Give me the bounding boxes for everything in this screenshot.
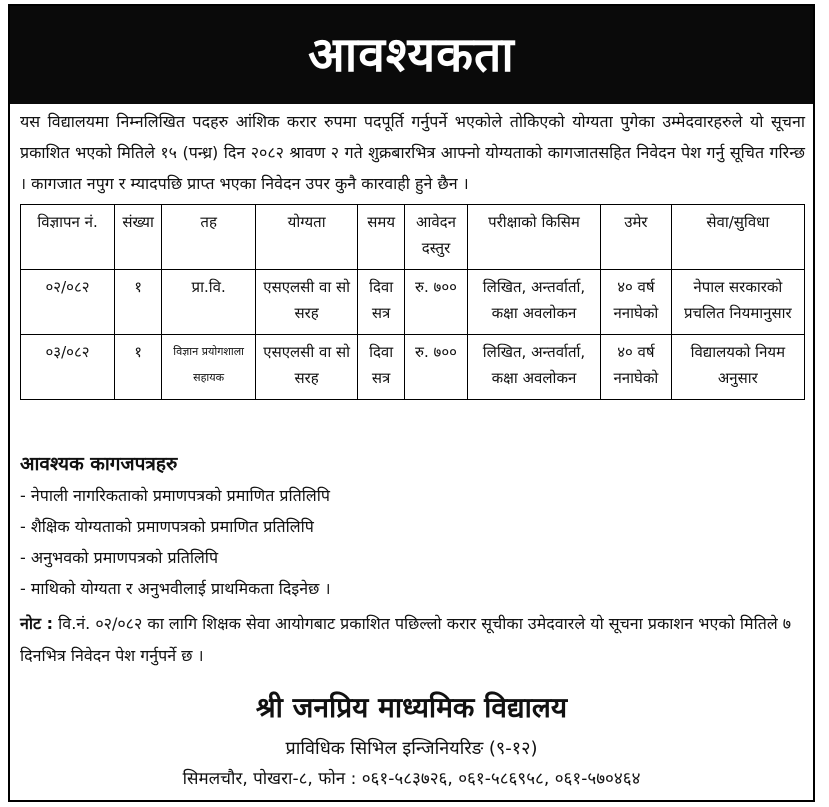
col-header: परीक्षाको किसिम: [467, 205, 600, 270]
col-header: संख्या: [115, 205, 162, 270]
note-paragraph: [20, 608, 805, 672]
school-name: श्री जनप्रिय माध्यमिक विद्यालय: [255, 691, 568, 724]
list-item: - माथिको योग्यता र अनुभवीलाई प्राथमिकता दिइनेछ ।: [20, 579, 331, 598]
table-cell: ४० वर्ष ननाघेको: [601, 270, 672, 335]
school-address: सिमलचौर, पोखरा-८, फोन : ०६१-५८३७२६, ०६१-५८६९५८, ०६१-५७०४६४: [182, 769, 641, 789]
table-cell: विद्यालयको नियम अनुसार: [671, 335, 804, 400]
table-cell: प्रा.वि.: [162, 270, 256, 335]
notice-title: आवश्यकता: [10, 6, 813, 104]
table-cell: एसएलसी वा सो सरह: [256, 270, 358, 335]
table-row: [21, 335, 805, 400]
table-cell: रु. ७००: [405, 270, 468, 335]
col-header: सेवा/सुविधा: [671, 205, 804, 270]
table-header-row: [21, 205, 805, 270]
program-name: प्राविधिक सिभिल इन्जिनियरिङ (९-१२): [285, 738, 538, 759]
notice-page: [8, 4, 815, 802]
table-cell: दिवा सत्र: [358, 270, 405, 335]
note-text: वि.नं. ०२/०८२ का लागि शिक्षक सेवा आयोगबाट प्रकाशित पछिल्लो करार सूचीका उमेदवारले यो सूचना प्रकाशन भएको मितिले ७ दिनभित्र निवेदन पेश गर्नुपर्ने छ ।: [20, 614, 792, 665]
table-cell: एसएलसी वा सो सरह: [256, 335, 358, 400]
table-row: [21, 270, 805, 335]
table-cell: ४० वर्ष ननाघेको: [601, 335, 672, 400]
table-cell: दिवा सत्र: [358, 335, 405, 400]
table-cell: १: [115, 335, 162, 400]
col-header: आवेदन दस्तुर: [405, 205, 468, 270]
col-header: उमेर: [601, 205, 672, 270]
table-cell: रु. ७००: [405, 335, 468, 400]
intro-paragraph: यस विद्यालयमा निम्नलिखित पदहरु आंशिक करार रुपमा पदपूर्ति गर्नुपर्ने भएकोले तोकिएको योग्यता पुगेका उम्मेदवारहरुले यो सूचना प्रकाशित भएको मितिले १५ (पन्ध्र) दिन २०८२ श्रावण २ गते शुक्रबारभित्र आफ्नो योग्यताको कागजातसहित निवेदन पेश गर्नु सूचित गरिन्छ । कागजात नपुग र म्यादपछि प्राप्त भएका निवेदन उपर कुनै कारवाही हुने छैन ।: [20, 112, 805, 193]
table-cell: नेपाल सरकारको प्रचलित नियमानुसार: [671, 270, 804, 335]
list-item: - शैक्षिक योग्यताको प्रमाणपत्रको प्रमाणित प्रतिलिपि: [20, 517, 314, 536]
required-documents: [20, 450, 805, 604]
list-item: - नेपाली नागरिकताको प्रमाणपत्रको प्रमाणित प्रतिलिपि: [20, 486, 330, 505]
documents-heading: आवश्यक कागजपत्रहरु: [20, 453, 178, 475]
table-cell: विज्ञान प्रयोगशाला सहायक: [162, 335, 256, 400]
col-header: समय: [358, 205, 405, 270]
vacancy-table: [20, 204, 805, 400]
table-cell: लिखित, अन्तर्वार्ता, कक्षा अवलोकन: [467, 335, 600, 400]
note-label: नोट :: [20, 614, 54, 633]
table-cell: ०३/०८२: [21, 335, 115, 400]
table-cell: लिखित, अन्तर्वार्ता, कक्षा अवलोकन: [467, 270, 600, 335]
list-item: - अनुभवको प्रमाणपत्रको प्रतिलिपि: [20, 548, 219, 567]
table-cell: ०२/०८२: [21, 270, 115, 335]
col-header: तह: [162, 205, 256, 270]
table-cell: १: [115, 270, 162, 335]
col-header: विज्ञापन नं.: [21, 205, 115, 270]
col-header: योग्यता: [256, 205, 358, 270]
